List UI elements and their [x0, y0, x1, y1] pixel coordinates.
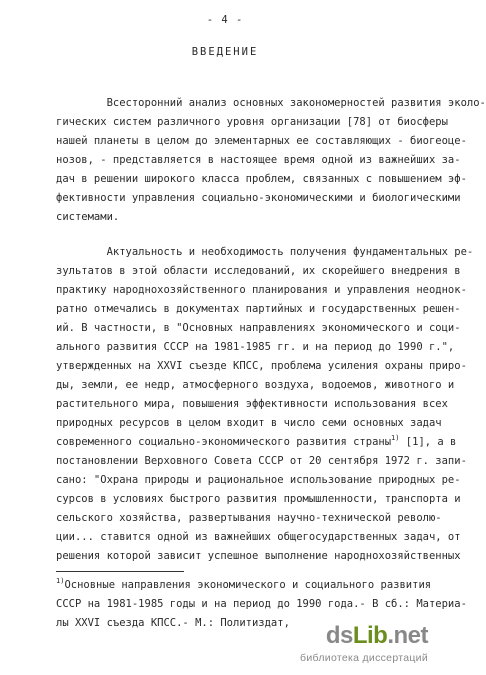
body-line: сано: "Охрана природы и рациональное использование природных ре-	[56, 474, 461, 486]
watermark-net: .net	[387, 622, 428, 649]
body-line: Актуальность и необходимость получения фундаментальных ре-	[56, 246, 474, 258]
body-line: дач в решении широкого класса проблем, связанных с повышением эф-	[56, 173, 467, 185]
body-line: системами.	[56, 211, 120, 223]
body-line-text: современного социально-экономического развития страны	[56, 436, 392, 448]
body-line: Всесторонний анализ основных закономерностей развития эколо-	[56, 97, 486, 109]
watermark-ds: ds	[325, 622, 353, 649]
body-line: нашей планеты в целом до элементарных ее составляющих - биогеоце-	[56, 135, 467, 147]
body-line: ий. В частности, в "Основных направлениях экономического и соци-	[56, 322, 461, 334]
body-line: ции... ставится одной из важнейших общегосударственных задач, от	[56, 531, 461, 543]
body-line: растительного мира, повышения эффективности использования всех	[56, 398, 448, 410]
body-line: гических систем различного уровня организации [78] от биосферы	[56, 116, 448, 128]
body-line: утвержденных на XXVI съезде КПСС, проблема усиления охраны приро-	[56, 360, 467, 372]
body-line: фективности управления социально-экономическими и биологическими	[56, 192, 461, 204]
footnote-divider	[56, 571, 184, 572]
footnote-line	[56, 577, 432, 593]
body-line: ального развития СССР на 1981-1985 гг. и на период до 1990 г.",	[56, 341, 455, 353]
watermark-subtitle: библиотека диссертаций	[300, 652, 428, 664]
body-line: природных ресурсов в целом входит в число семи основных задач	[56, 417, 442, 429]
footnote-line: СССР на 1981-1985 годы и на период до 1990 года.- В сб.: Материа-	[56, 598, 467, 610]
body-line: сурсов в условиях быстрого развития промышленности, транспорта и	[56, 493, 461, 505]
footnote-line: лы XXVI съезда КПСС.- М.: Политиздат,	[56, 617, 290, 629]
dslib-watermark	[238, 622, 438, 666]
body-line: ратно отмечались в документах партийных и государственных решен-	[56, 303, 461, 315]
footnote-ref: 1)	[391, 434, 400, 442]
body-line: нозов, - представляется в настоящее время одной из важнейших за-	[56, 154, 461, 166]
section-title: ВВЕДЕНИЕ	[191, 46, 259, 58]
footnote-line-text: Основные направления экономического и социального развития	[64, 579, 432, 591]
page-number: - 4 -	[206, 14, 244, 26]
body-line-tail: [1], а в	[399, 436, 457, 448]
watermark-lib: Lib	[352, 622, 388, 649]
footnote-marker: 1)	[56, 577, 65, 585]
body-line: ды, земли, ее недр, атмосферного воздуха, водоемов, животного и	[56, 379, 455, 391]
body-line: решения которой зависит успешное выполнение народнохозяйственных	[56, 550, 461, 562]
body-line: сельского хозяйства, развертывания научно-технической револю-	[56, 512, 442, 524]
body-line: зультатов в этой области исследований, их скорейшего внедрения в	[56, 265, 461, 277]
body-line	[56, 434, 457, 450]
body-line: практику народнохозяйственного планирования и управления неоднок-	[56, 284, 467, 296]
body-line: постановлении Верховного Совета СССР от 20 сентября 1972 г. запи-	[56, 455, 467, 467]
watermark-logo	[326, 622, 428, 650]
